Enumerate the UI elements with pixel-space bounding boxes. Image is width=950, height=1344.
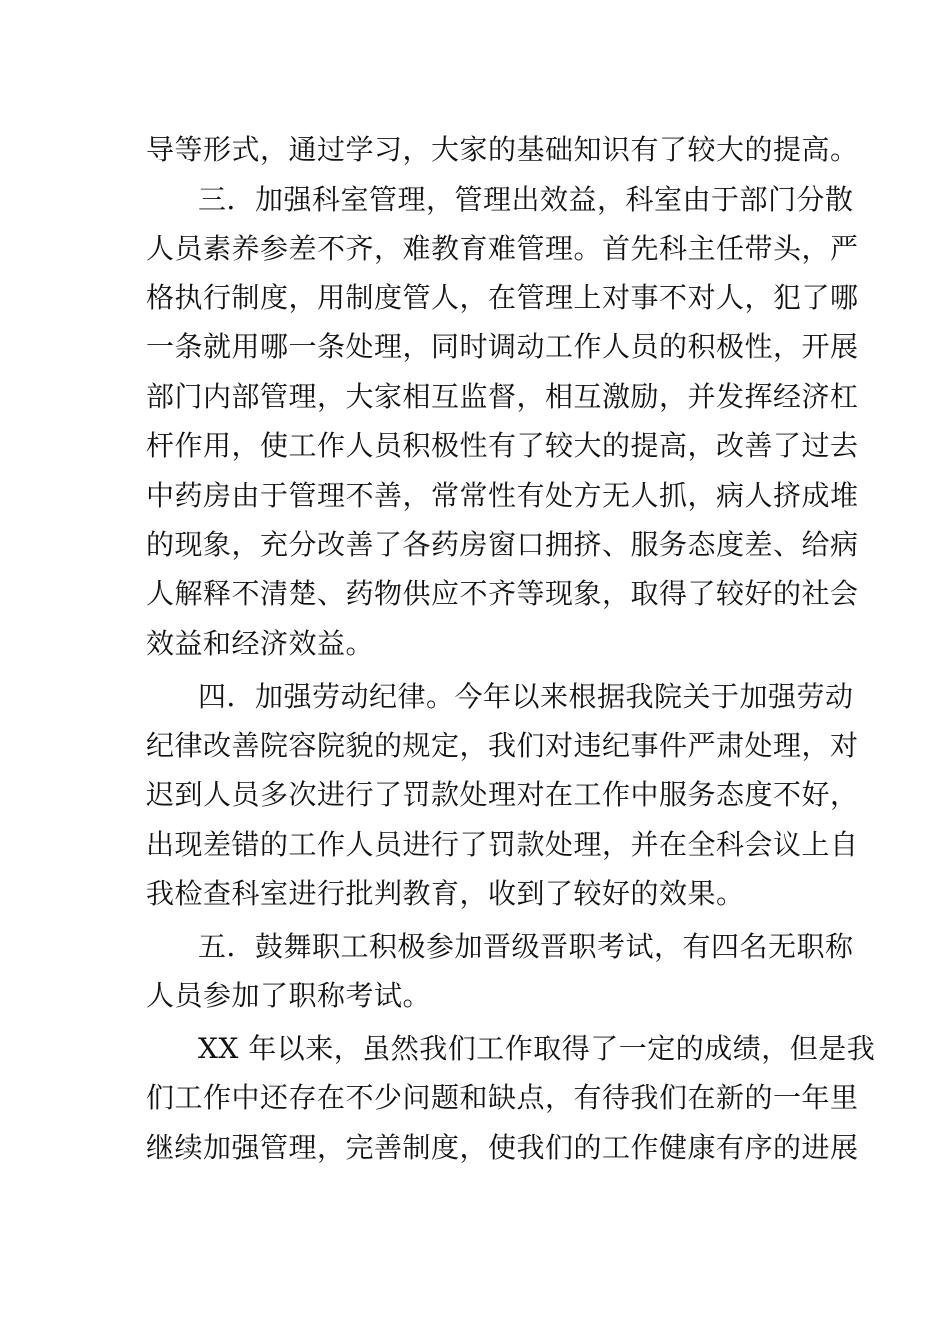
text-line: 的现象，充分改善了各药房窗口拥挤、服务态度差、给病 [146,528,859,561]
text-line: 纪律改善院容院貌的规定，我们对违纪事件严肃处理，对 [146,729,859,762]
text-line: 效益和经济效益。 [146,627,375,660]
text-line: 一条就用哪一条处理，同时调动工作人员的积极性，开展 [146,330,859,363]
text-line: 继续加强管理，完善制度，使我们的工作健康有序的进展 [146,1131,859,1164]
text-line: 部门内部管理，大家相互监督，相互激励，并发挥经济杠 [146,380,859,413]
text-line: 人员素养参差不齐，难教育难管理。首先科主任带头，严 [146,232,859,265]
text-line: 中药房由于管理不善，常常性有处方无人抓，病人挤成堆 [146,479,859,512]
text-line: 杆作用，使工作人员积极性有了较大的提高，改善了过去 [146,429,859,462]
paragraph-start: XX 年以来，虽然我们工作取得了一定的成绩，但是我 [198,1032,876,1065]
text-line: 人员参加了职称考试。 [146,979,432,1012]
text-line: 人解释不清楚、药物供应不齐等现象，取得了较好的社会 [146,577,859,610]
text-line: 导等形式，通过学习，大家的基础知识有了较大的提高。 [146,133,859,166]
section-heading-4: 四．加强劳动纪律。今年以来根据我院关于加强劳动 [198,680,854,713]
text-line: 们工作中还存在不少问题和缺点，有待我们在新的一年里 [146,1081,859,1114]
text-line: 迟到人员多次进行了罚款处理对在工作中服务态度不好， [146,778,859,811]
section-heading-5: 五．鼓舞职工积极参加晋级晋职考试，有四名无职称 [198,930,854,963]
text-line: 格执行制度，用制度管人，在管理上对事不对人，犯了哪 [146,281,859,314]
text-line: 出现差错的工作人员进行了罚款处理，并在全科会议上自 [146,828,859,861]
section-heading-3: 三．加强科室管理，管理出效益，科室由于部门分散 [198,183,854,216]
text-line: 我检查科室进行批判教育，收到了较好的效果。 [146,877,745,910]
